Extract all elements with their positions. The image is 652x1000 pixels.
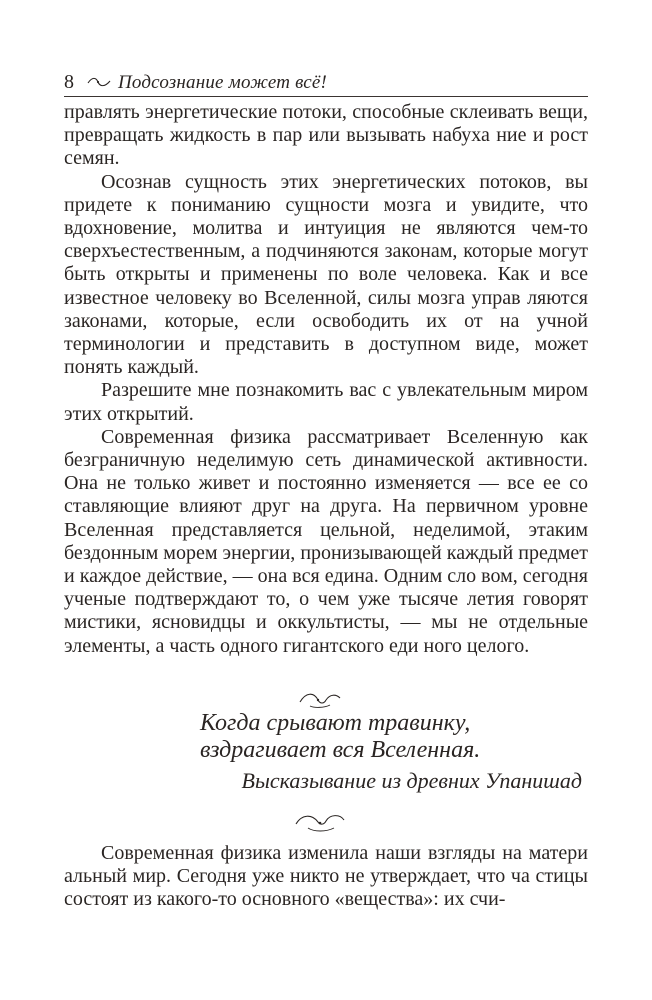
paragraph xyxy=(64,379,588,425)
text-line: безграничную неделимую сеть динамической активности. xyxy=(64,449,588,472)
epigraph-source: Высказывание из древних Упанишад xyxy=(241,768,582,793)
text-line: придете к пониманию сущности мозга и увидите, что xyxy=(64,193,588,216)
text-line: предмет и каждое действие, — она вся едина. Одним сло xyxy=(64,541,589,588)
running-title: Подсознание может всё! xyxy=(118,72,328,93)
text-line: ного целого. xyxy=(423,634,530,657)
text-line: Осознав сущность этих энергетических потоков, вы xyxy=(101,170,588,193)
text-line: вдохновение, молитва и интуиция не являются чем-то xyxy=(64,217,588,240)
text-line: не отдельные элементы, а часть одного гигантского еди xyxy=(64,611,589,657)
text-line: и все известное человеку во Вселенной, силы мозга управ xyxy=(64,263,588,309)
body-text-bottom xyxy=(64,842,588,912)
epigraph-line: Когда срывают травинку, xyxy=(200,710,471,736)
text-line: вом, сегодня ученые подтверждают то, о чем уже тысяче xyxy=(64,565,588,611)
running-header xyxy=(64,70,584,94)
page-number: 8 xyxy=(64,71,74,93)
text-line: сверхъестественным, а подчиняются законам, которые xyxy=(64,240,533,263)
text-line: Современная физика изменила наши взгляды на матери xyxy=(101,842,588,864)
text-line: Вселенная представляется цельной, неделимой, этаким xyxy=(64,518,588,541)
text-line: вещи, превращать жидкость в пар или вызывать набуха xyxy=(64,101,589,147)
text-line: Разрешите мне познакомить вас с увлекательным xyxy=(101,379,527,402)
epigraph-line: вздрагивает вся Вселенная. xyxy=(200,737,481,763)
text-line: альный мир. Сегодня уже никто не утверждает, что ча xyxy=(64,865,530,888)
ornament-top-icon xyxy=(296,688,344,710)
text-line: летия говорят мистики, ясновидцы и оккультисты, — мы xyxy=(64,588,588,634)
text-line: ставляющие влияют друг на друга. На первичном уровне xyxy=(64,495,588,518)
ornament-bottom-icon xyxy=(290,808,350,834)
text-line: Она не только живет и постоянно изменяется — все ее со xyxy=(64,472,588,495)
text-line: ляются законами, которые, если освободить их от на xyxy=(64,286,588,332)
text-line: бездонным морем энергии, пронизывающей каждый xyxy=(64,541,514,564)
text-line: может понять каждый. xyxy=(64,333,589,379)
paragraph xyxy=(64,171,588,380)
body-text-top xyxy=(64,101,588,658)
header-rule xyxy=(64,96,588,97)
paragraph xyxy=(64,842,588,912)
text-line: могут быть открыты и применены по воле человека. Как xyxy=(64,240,589,286)
text-line: Современная физика рассматривает Вселенную как xyxy=(101,425,588,448)
paragraph xyxy=(64,426,588,658)
text-line: стицы состоят из какого-то основного «вещества»: их счи- xyxy=(64,865,588,911)
epigraph xyxy=(162,710,582,795)
text-line: учной терминологии и представить в доступном виде, xyxy=(64,309,588,356)
paragraph-continuation xyxy=(64,101,588,171)
text-line: правлять энергетические потоки, способные склеивать xyxy=(64,101,534,123)
text-line: ние и рост семян. xyxy=(64,124,588,170)
text-line: миром этих открытий. xyxy=(64,379,588,425)
header-flourish-icon xyxy=(86,75,112,89)
